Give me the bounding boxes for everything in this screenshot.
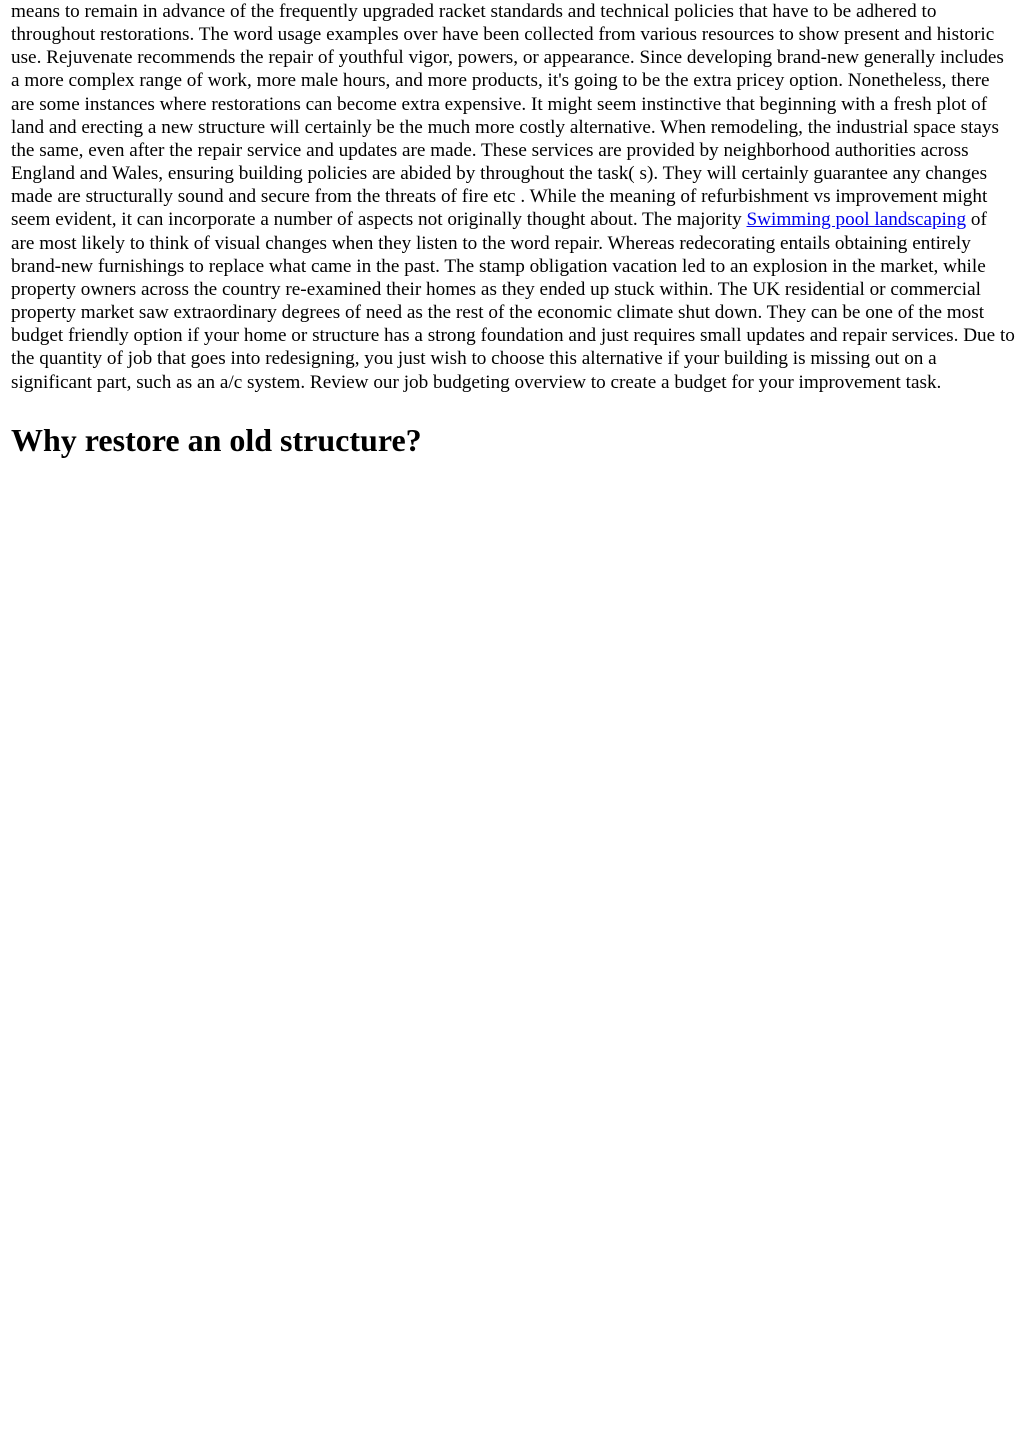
paragraph-text-before-link: means to remain in advance of the frequently upgraded racket standards and technical policies that have to be adhered to throughout restorations. The word usage examples over have been collected from various resources to show present and historic use. Rejuvenate recommends the repair of youthful vigor, powers, or appearance. Since developing brand-new generally includes a more complex range of work, more male hours, and more products, it's going to be the extra pricey option. Nonetheless, there are some instances where restorations can become extra expensive. It might seem instinctive that beginning with a fresh plot of land and erecting a new structure will certainly be the much more costly alternative. When remodeling, the industrial space stays the same, even after the repair service and updates are made. These services are provided by neighborhood authorities across England and Wales, ensuring building policies are abided by throughout the task( s). They will certainly guarantee any changes made are structurally sound and secure from the threats of fire etc . While the meaning of refurbishment vs improvement might seem evident, it can incorporate a number of aspects not originally thought about. The majority [11,1,1004,231]
article-content [11,0,1015,459]
paragraph-text-after-link: of are most likely to think of visual changes when they listen to the word repair. Whereas redecorating entails obtaining entirely brand-new furnishings to replace what came in the past. The stamp obligation vacation led to an explosion in the market, while property owners across the country re-examined their homes as they ended up stuck within. The UK residential or commercial property market saw extraordinary degrees of need as the rest of the economic climate shut down. They can be one of the most budget friendly option if your home or structure has a strong foundation and just requires small updates and repair services. Due to the quantity of job that goes into redesigning, you just wish to choose this alternative if your building is missing out on a significant part, such as an a/c system. Review our job budgeting overview to create a budget for your improvement task. [11,209,1015,393]
section-heading: Why restore an old structure? [11,421,422,458]
swimming-pool-landscaping-link[interactable]: Swimming pool landscaping [746,209,967,231]
body-paragraph [11,0,1015,394]
